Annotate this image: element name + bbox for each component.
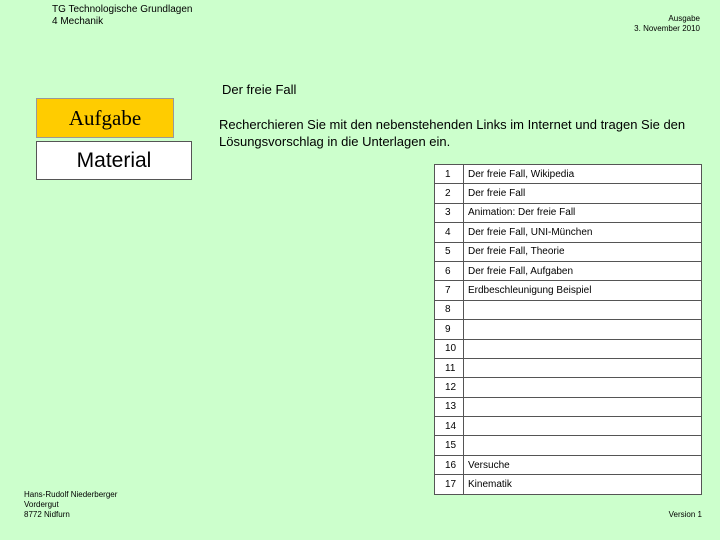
version-label: Version 1 [668, 510, 702, 519]
edition-date: 3. November 2010 [634, 24, 700, 33]
link-item [464, 300, 702, 319]
link-item[interactable]: Kinematik [464, 475, 702, 494]
link-row [435, 339, 702, 358]
link-number: 5 [435, 242, 464, 261]
link-item[interactable]: Animation: Der freie Fall [464, 203, 702, 222]
link-number: 15 [435, 436, 464, 455]
edition-label: Ausgabe [668, 14, 700, 23]
link-number: 1 [435, 165, 464, 184]
author-street: Vordergut [24, 500, 59, 509]
link-number: 6 [435, 261, 464, 280]
link-number: 7 [435, 281, 464, 300]
link-number: 3 [435, 203, 464, 222]
link-row [435, 378, 702, 397]
link-row [435, 165, 702, 184]
link-item [464, 378, 702, 397]
link-row [435, 320, 702, 339]
link-row [435, 184, 702, 203]
link-item [464, 397, 702, 416]
link-number: 10 [435, 339, 464, 358]
author-city: 8772 Nidfurn [24, 510, 70, 519]
link-number: 2 [435, 184, 464, 203]
link-item [464, 417, 702, 436]
link-number: 4 [435, 223, 464, 242]
link-row [435, 455, 702, 474]
link-item [464, 358, 702, 377]
link-item[interactable]: Der freie Fall [464, 184, 702, 203]
link-item [464, 339, 702, 358]
link-item[interactable]: Versuche [464, 455, 702, 474]
link-table [434, 164, 702, 495]
aufgabe-button[interactable]: Aufgabe [36, 98, 174, 138]
link-item[interactable]: Der freie Fall, Theorie [464, 242, 702, 261]
link-number: 13 [435, 397, 464, 416]
link-item[interactable]: Der freie Fall, Wikipedia [464, 165, 702, 184]
link-number: 12 [435, 378, 464, 397]
link-row [435, 223, 702, 242]
header-edition-info [634, 14, 700, 34]
course-title: TG Technologische Grundlagen [52, 4, 193, 15]
header-course-info [52, 4, 192, 28]
link-item[interactable]: Erdbeschleunigung Beispiel [464, 281, 702, 300]
link-number: 14 [435, 417, 464, 436]
course-topic: 4 Mechanik [52, 16, 104, 27]
author-info [24, 490, 117, 520]
instruction-text: Recherchieren Sie mit den nebenstehenden Links im Internet und tragen Sie den Lösungsvorschlag in die Unterlagen ein. [219, 117, 686, 149]
link-item [464, 320, 702, 339]
material-button[interactable]: Material [36, 141, 192, 180]
link-row [435, 261, 702, 280]
link-row [435, 475, 702, 494]
link-item[interactable]: Der freie Fall, UNI-München [464, 223, 702, 242]
link-row [435, 436, 702, 455]
link-row [435, 300, 702, 319]
link-row [435, 358, 702, 377]
link-item[interactable]: Der freie Fall, Aufgaben [464, 261, 702, 280]
link-row [435, 203, 702, 222]
page-title: Der freie Fall [222, 82, 297, 97]
link-number: 17 [435, 475, 464, 494]
link-number: 16 [435, 455, 464, 474]
link-item [464, 436, 702, 455]
link-number: 8 [435, 300, 464, 319]
link-row [435, 242, 702, 261]
author-name: Hans-Rudolf Niederberger [24, 490, 118, 499]
link-number: 9 [435, 320, 464, 339]
link-row [435, 417, 702, 436]
link-row [435, 281, 702, 300]
link-row [435, 397, 702, 416]
link-number: 11 [435, 358, 464, 377]
